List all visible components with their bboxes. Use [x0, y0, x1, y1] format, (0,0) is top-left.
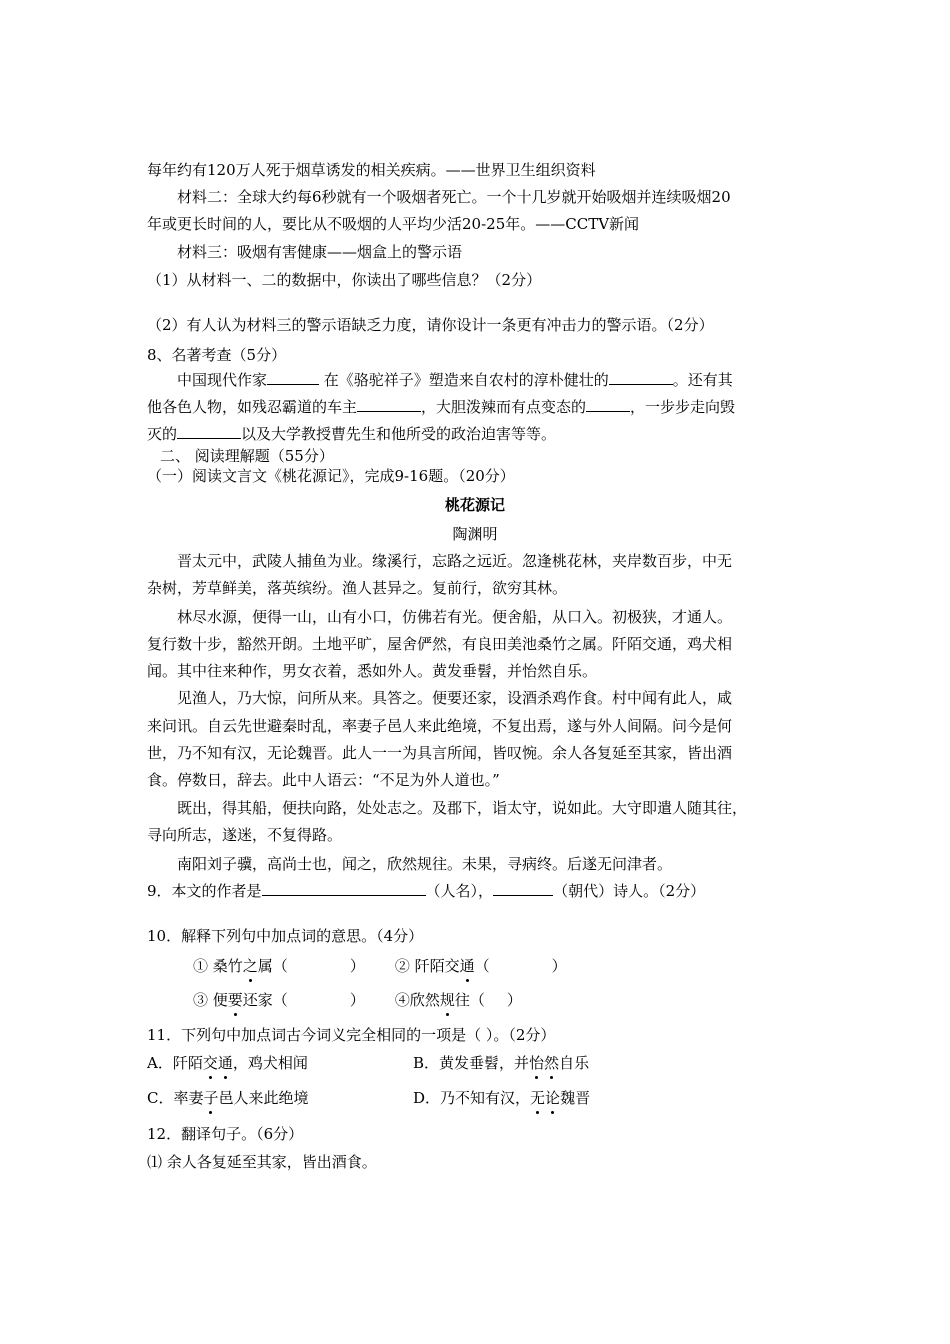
- dotted-word: 论: [545, 1089, 561, 1107]
- dotted-word: 然: [544, 1054, 560, 1072]
- dotted-word: 子: [203, 1089, 219, 1107]
- question-12-1: ⑴ 余人各复延至其家，皆出酒食。: [147, 1153, 377, 1171]
- question-10-row-2: [193, 990, 522, 1010]
- question-9: [147, 881, 705, 901]
- q10-text: 还家（: [242, 991, 288, 1009]
- question-8-line-2: [147, 397, 735, 417]
- passage-p1-line-2: 杂树，芳草鲜美，落英缤纷。渔人甚异之。复前行，欲穷其林。: [147, 579, 568, 597]
- passage-title: 桃花源记: [444, 496, 505, 514]
- dotted-word: 怡: [529, 1054, 545, 1072]
- dotted-word: 通: [217, 1054, 233, 1072]
- q10-text: ）: [506, 991, 522, 1009]
- question-7-2: （2）有人认为材料三的警示语缺乏力度，请你设计一条更有冲击力的警示语。（2分）: [147, 316, 714, 334]
- passage-author: 陶渊明: [452, 525, 498, 543]
- material-two-line-1: 材料二：全球大约每6秒就有一个吸烟者死亡。一个十几岁就开始吸烟并连续吸烟20: [177, 188, 731, 206]
- material-three: 材料三：吸烟有害健康——烟盒上的警示语: [177, 243, 463, 261]
- q8-text: 中国现代作家: [177, 371, 268, 389]
- passage-p4-line-2: 寻向所志，遂迷，不复得路。: [147, 826, 343, 844]
- q10-text: ）: [551, 957, 567, 975]
- answer-blank[interactable]: [586, 397, 630, 412]
- answer-blank[interactable]: [177, 424, 241, 439]
- q10-text: （: [474, 957, 490, 975]
- question-12: 12．翻译句子。（6分）: [147, 1125, 304, 1143]
- q8-text: 。还有其: [672, 371, 733, 389]
- q11-text: ，鸡犬相闻: [232, 1054, 308, 1072]
- answer-blank[interactable]: [609, 370, 673, 385]
- q10-text: ）: [349, 957, 365, 975]
- q10-text: ④欣然: [394, 991, 440, 1009]
- passage-p3-line-3: 世，乃不知有汉，无论魏晋。此人一一为具言所闻，皆叹惋。余人各复延至其家，皆出酒: [147, 744, 733, 762]
- q10-text: ）: [349, 991, 365, 1009]
- section-8-heading: 8、名著考查（5分）: [147, 346, 287, 364]
- q9-text: （人名），: [425, 882, 494, 900]
- author-blank[interactable]: [262, 881, 426, 896]
- question-7-1: （1）从材料一、二的数据中，你读出了哪些信息？（2分）: [147, 271, 542, 289]
- q11-text: B．黄发垂髫，并: [413, 1054, 530, 1072]
- q8-text: 灭的: [147, 425, 178, 443]
- question-8-line-3: [147, 424, 556, 444]
- q11-text: D．乃不知有汉，: [413, 1089, 531, 1107]
- section-2-heading: 二、 阅读理解题（55分）: [160, 447, 334, 465]
- material-two-line-2: 年或更长时间的人，要比从不吸烟的人平均少活20-25年。——CCTV新闻: [147, 215, 640, 233]
- dotted-word: 之: [242, 957, 258, 975]
- q8-text: 他各色人物，如残忍霸道的车主: [147, 398, 358, 416]
- material-one-tail: 每年约有120万人死于烟草诱发的相关疾病。——世界卫生组织资料: [147, 161, 596, 179]
- section-2-part-1: （一）阅读文言文《桃花源记》，完成9-16题。（20分）: [147, 467, 515, 485]
- passage-p1-line-1: 晋太元中，武陵人捕鱼为业。缘溪行，忘路之远近。忽逢桃花林，夹岸数百步，中无: [177, 552, 733, 570]
- question-11-option-c[interactable]: [147, 1088, 309, 1108]
- passage-p3-line-2: 来问讯。自云先世避秦时乱，率妻子邑人来此绝境，不复出焉，遂与外人间隔。问今是何: [147, 717, 733, 735]
- passage-p3-line-1: 见渔人，乃大惊，问所从来。具答之。便要还家，设酒杀鸡作食。村中闻有此人，咸: [177, 689, 733, 707]
- dotted-word: 规: [439, 991, 455, 1009]
- passage-p2-line-1: 林尽水源，便得一山，山有小口，仿佛若有光。便舍船，从口入。初极狭，才通人。: [177, 608, 733, 626]
- q10-text: ① 桑竹: [193, 957, 243, 975]
- passage-p4-line-1: 既出，得其船，便扶向路，处处志之。及郡下，诣太守，说如此。大守即遣人随其往，: [177, 799, 748, 817]
- question-10: 10．解释下列句中加点词的意思。（4分）: [147, 927, 424, 945]
- passage-p2-line-2: 复行数十步，豁然开朗。土地平旷，屋舍俨然，有良田美池桑竹之属。阡陌交通，鸡犬相: [147, 635, 733, 653]
- q10-text: ② 阡陌交: [394, 957, 460, 975]
- q11-text: 魏晋: [560, 1089, 591, 1107]
- dynasty-blank[interactable]: [493, 881, 553, 896]
- q8-text: 在《骆驼祥子》塑造来自农村的淳朴健壮的: [319, 371, 609, 389]
- q11-text: 邑人来此绝境: [218, 1089, 309, 1107]
- answer-blank[interactable]: [357, 397, 421, 412]
- q9-text: （朝代）诗人。（2分）: [553, 882, 706, 900]
- q10-text: 属（: [257, 957, 288, 975]
- q9-text: 9．本文的作者是: [147, 882, 262, 900]
- q10-text: ③ 便: [193, 991, 228, 1009]
- question-8-line-1: [177, 370, 733, 390]
- question-11-option-b[interactable]: [413, 1053, 589, 1073]
- question-11-option-d[interactable]: [413, 1088, 590, 1108]
- q8-text: ，一步步走向毁: [630, 398, 736, 416]
- dotted-word: 要: [227, 991, 243, 1009]
- answer-blank[interactable]: [267, 370, 319, 385]
- passage-p3-line-4: 食。停数日，辞去。此中人语云：“不足为外人道也。”: [147, 771, 500, 789]
- q11-text: A．阡陌: [147, 1054, 203, 1072]
- dotted-word: 通: [459, 957, 475, 975]
- q10-text: 往（: [454, 991, 485, 1009]
- question-10-row-1: [193, 956, 567, 976]
- question-11: 11．下列句中加点词古今词义完全相同的一项是（ ）。（2分）: [147, 1026, 556, 1044]
- q11-text: 自乐: [559, 1054, 590, 1072]
- question-11-option-a[interactable]: [147, 1053, 308, 1073]
- passage-p2-line-3: 闻。其中往来种作，男女衣着，悉如外人。黄发垂髫，并怡然自乐。: [147, 662, 598, 680]
- passage-p5-line-1: 南阳刘子骥，高尚士也，闻之，欣然规往。未果，寻病终。后遂无问津者。: [177, 855, 673, 873]
- q11-text: C．率妻: [147, 1089, 204, 1107]
- q8-text: 以及大学教授曹先生和他所受的政治迫害等等。: [241, 425, 557, 443]
- q8-text: ，大胆泼辣而有点变态的: [421, 398, 587, 416]
- dotted-word: 无: [530, 1089, 546, 1107]
- dotted-word: 交: [202, 1054, 218, 1072]
